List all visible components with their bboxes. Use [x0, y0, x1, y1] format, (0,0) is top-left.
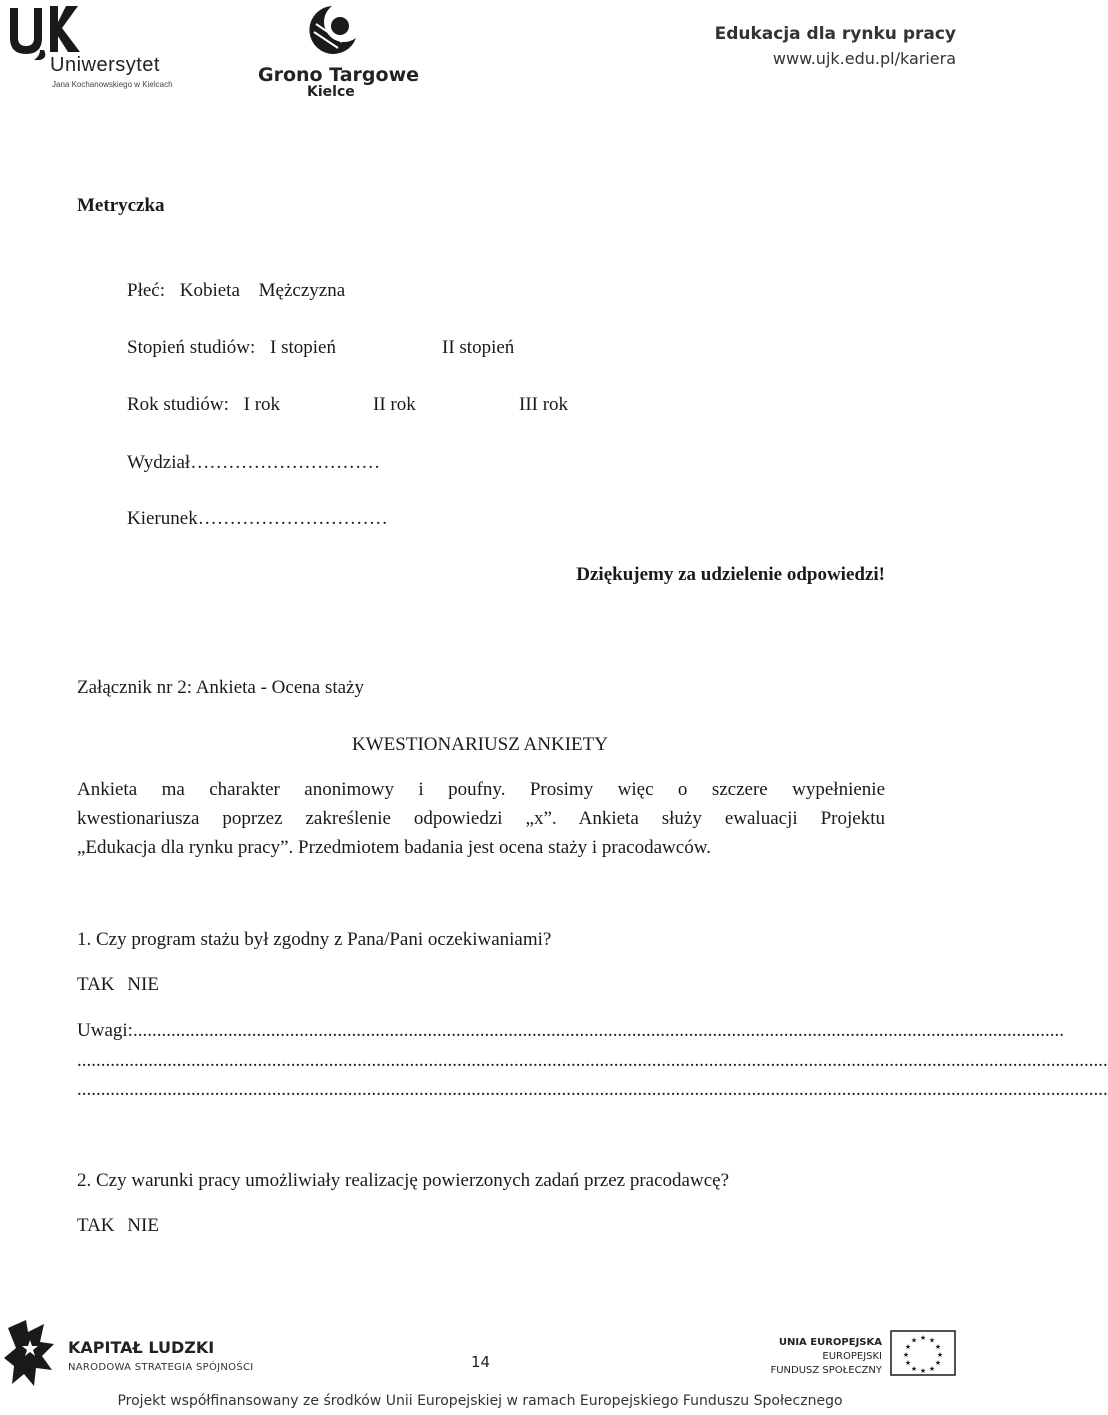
intro-line-3: „Edukacja dla rynku pracy”. Przedmiotem badania jest ocena staży i pracodawców. — [77, 837, 711, 858]
gender-label: Płeć: — [127, 280, 165, 301]
field-row[interactable] — [127, 507, 388, 531]
year-option-2: II rok — [373, 394, 416, 415]
svg-text:★: ★ — [934, 1359, 942, 1367]
eu-label-2: EUROPEJSKI — [822, 1351, 882, 1362]
svg-text:★: ★ — [904, 1359, 912, 1367]
answer-yes-label: TAK — [77, 1215, 115, 1236]
ujk-logo-mark — [4, 2, 114, 60]
gender-option-female: Kobieta — [179, 280, 240, 301]
annex-title: Załącznik nr 2: Ankieta - Ocena staży — [77, 677, 364, 698]
annex-subtitle: KWESTIONARIUSZ ANKIETY — [352, 734, 608, 755]
question-1-notes[interactable] — [77, 1019, 1064, 1043]
ujk-logo-subtitle: Jana Kochanowskiego w Kielcach — [52, 80, 173, 89]
project-title: Edukacja dla rynku pracy — [714, 24, 956, 44]
year-label: Rok studiów: — [127, 394, 229, 415]
thanks-text: Dziękujemy za udzielenie odpowiedzi! — [576, 564, 885, 585]
page-number: 14 — [471, 1353, 491, 1371]
intro-line-2: kwestionariusza poprzez zakreślenie odpowiedzi „x”. Ankieta służy ewaluacji Projektu — [77, 808, 885, 829]
svg-text:★: ★ — [928, 1336, 936, 1345]
field-blank[interactable]: ………………………… — [197, 508, 388, 529]
notes-line-3[interactable]: ......................................................................................................................................................................................................................... — [77, 1079, 1108, 1100]
degree-row — [127, 336, 336, 360]
faculty-row[interactable] — [127, 451, 380, 475]
year-row-3 — [515, 393, 568, 417]
degree-label: Stopień studiów: — [127, 337, 256, 358]
year-row — [127, 393, 280, 417]
answer-no-label: NIE — [127, 1215, 159, 1236]
year-option-1: I rok — [243, 394, 281, 415]
svg-text:★: ★ — [919, 1367, 927, 1375]
footer-note: Projekt współfinansowany ze środków Unii Europejskiej w ramach Europejskiego Funduszu Społecznego — [117, 1393, 843, 1409]
degree-row-second — [438, 336, 514, 360]
notes-label: Uwagi: — [77, 1020, 133, 1041]
eu-label-3: FUNDUSZ SPOŁECZNY — [770, 1365, 882, 1376]
gender-option-male: Mężczyzna — [258, 280, 346, 301]
header — [0, 0, 960, 110]
question-1-answers — [77, 973, 163, 997]
grono-logo-city: Kielce — [307, 84, 355, 100]
svg-text:★: ★ — [910, 1336, 918, 1345]
question-2-text: 2. Czy warunki pracy umożliwiały realizację powierzonych zadań przez pracodawcę? — [77, 1170, 730, 1191]
notes-line-2[interactable]: ......................................................................................................................................................................................................................... — [77, 1050, 1108, 1071]
faculty-label: Wydział — [127, 452, 191, 473]
svg-text:★: ★ — [936, 1351, 944, 1359]
answer-yes-label: TAK — [77, 974, 115, 995]
question-2-answers — [77, 1214, 163, 1238]
grono-moon-icon — [302, 2, 362, 58]
field-label: Kierunek — [127, 508, 198, 529]
footer — [0, 1310, 960, 1415]
question-1-text: 1. Czy program stażu był zgodny z Pana/Pani oczekiwaniami? — [77, 929, 552, 950]
metryczka-heading: Metryczka — [77, 195, 165, 216]
svg-text:★: ★ — [928, 1365, 936, 1373]
year-row-2 — [369, 393, 416, 417]
ujk-logo-name: Uniwersytet — [50, 54, 160, 76]
grono-logo-name: Grono Targowe — [258, 64, 420, 86]
year-option-3: III rok — [519, 394, 569, 415]
svg-text:★: ★ — [910, 1365, 918, 1373]
eu-flag-icon — [890, 1330, 956, 1376]
svg-text:★: ★ — [904, 1343, 912, 1351]
project-url: www.ujk.edu.pl/kariera — [772, 49, 956, 68]
grono-logo — [250, 2, 420, 102]
degree-option-first: I stopień — [270, 337, 336, 358]
gender-row — [127, 279, 345, 303]
intro-line-1: Ankieta ma charakter anonimowy i poufny. Prosimy więc o szczere wypełnienie — [77, 779, 885, 800]
svg-text:★: ★ — [934, 1343, 942, 1351]
kapital-ludzki-subtitle: NARODOWA STRATEGIA SPÓJNOŚCI — [68, 1362, 254, 1373]
eu-label-1: UNIA EUROPEJSKA — [778, 1337, 882, 1348]
svg-text:★: ★ — [902, 1351, 910, 1359]
kapital-ludzki-logo-icon — [4, 1318, 56, 1390]
notes-line-1[interactable]: .................................................................................................................................................................................................... — [132, 1020, 1064, 1041]
kapital-ludzki-title: KAPITAŁ LUDZKI — [68, 1338, 215, 1357]
svg-text:★: ★ — [919, 1334, 927, 1342]
faculty-blank[interactable]: ………………………… — [190, 452, 381, 473]
answer-no-label: NIE — [127, 974, 159, 995]
ujk-logo — [4, 2, 173, 92]
degree-option-second: II stopień — [442, 337, 515, 358]
